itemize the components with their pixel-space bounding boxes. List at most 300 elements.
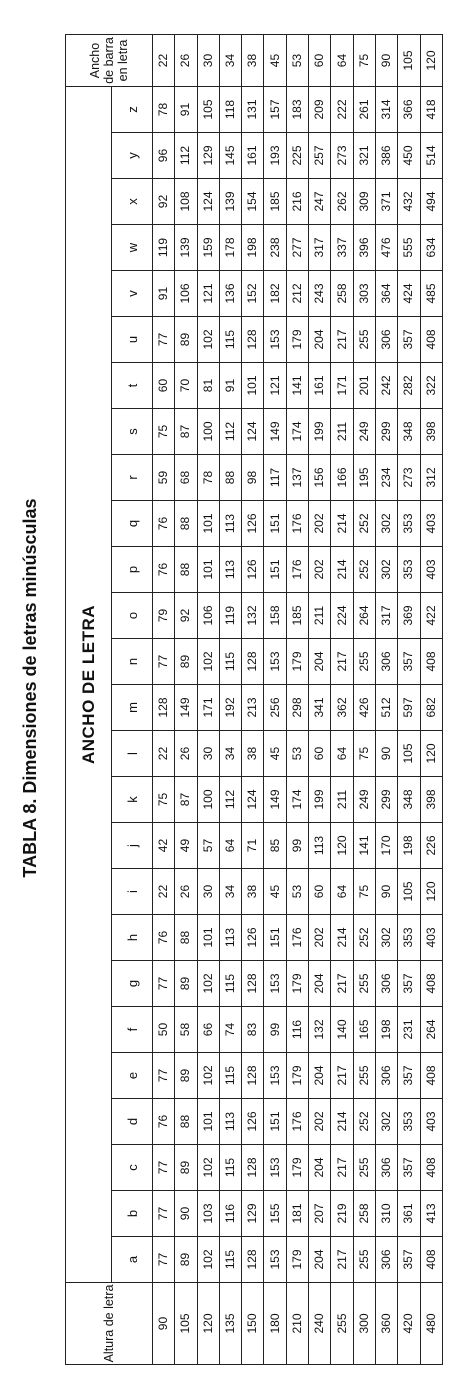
width-cell-o: 119	[219, 593, 241, 639]
width-cell-f: 140	[331, 1007, 353, 1053]
width-cell-w: 555	[398, 225, 420, 271]
width-cell-j: 113	[309, 823, 331, 869]
width-cell-u: 115	[219, 317, 241, 363]
width-cell-g: 357	[398, 961, 420, 1007]
letter-header-t: t	[112, 363, 153, 409]
width-cell-w: 139	[175, 225, 197, 271]
width-cell-x: 154	[242, 179, 264, 225]
width-cell-g: 77	[153, 961, 175, 1007]
width-cell-e: 217	[331, 1053, 353, 1099]
width-cell-r: 98	[242, 455, 264, 501]
width-cell-t: 201	[353, 363, 375, 409]
width-cell-z: 222	[331, 87, 353, 133]
width-cell-q: 76	[153, 501, 175, 547]
width-cell-v: 182	[264, 271, 286, 317]
width-cell-d: 252	[353, 1099, 375, 1145]
width-cell-f: 132	[309, 1007, 331, 1053]
width-cell-z: 157	[264, 87, 286, 133]
width-cell-o: 132	[242, 593, 264, 639]
width-cell-j: 198	[398, 823, 420, 869]
altura-cell: 120	[197, 1283, 219, 1365]
width-cell-n: 179	[286, 639, 308, 685]
width-cell-m: 512	[375, 685, 397, 731]
width-cell-f: 99	[264, 1007, 286, 1053]
width-cell-t: 171	[331, 363, 353, 409]
width-cell-a: 357	[398, 1237, 420, 1283]
width-cell-n: 357	[398, 639, 420, 685]
width-cell-u: 89	[175, 317, 197, 363]
width-cell-q: 113	[219, 501, 241, 547]
width-cell-q: 101	[197, 501, 219, 547]
width-cell-r: 156	[309, 455, 331, 501]
width-cell-b: 361	[398, 1191, 420, 1237]
table-row	[331, 35, 353, 1365]
width-cell-h: 126	[242, 915, 264, 961]
width-cell-j: 170	[375, 823, 397, 869]
width-cell-r: 88	[219, 455, 241, 501]
width-cell-o: 106	[197, 593, 219, 639]
width-cell-y: 386	[375, 133, 397, 179]
width-cell-i: 90	[375, 869, 397, 915]
width-cell-q: 214	[331, 501, 353, 547]
width-cell-v: 424	[398, 271, 420, 317]
width-cell-i: 64	[331, 869, 353, 915]
width-cell-f: 66	[197, 1007, 219, 1053]
width-cell-c: 89	[175, 1145, 197, 1191]
width-cell-c: 77	[153, 1145, 175, 1191]
width-cell-d: 113	[219, 1099, 241, 1145]
width-cell-p: 214	[331, 547, 353, 593]
width-cell-v: 91	[153, 271, 175, 317]
letter-header-v: v	[112, 271, 153, 317]
width-cell-o: 422	[420, 593, 442, 639]
altura-cell: 150	[242, 1283, 264, 1365]
barra-cell: 22	[153, 35, 175, 87]
width-cell-i: 38	[242, 869, 264, 915]
width-cell-m: 426	[353, 685, 375, 731]
altura-cell: 255	[331, 1283, 353, 1365]
width-cell-r: 234	[375, 455, 397, 501]
width-cell-u: 77	[153, 317, 175, 363]
width-cell-p: 353	[398, 547, 420, 593]
width-cell-e: 102	[197, 1053, 219, 1099]
width-cell-m: 362	[331, 685, 353, 731]
width-cell-o: 92	[175, 593, 197, 639]
width-cell-v: 136	[219, 271, 241, 317]
width-cell-n: 77	[153, 639, 175, 685]
width-cell-b: 258	[353, 1191, 375, 1237]
width-cell-j: 49	[175, 823, 197, 869]
width-cell-f: 83	[242, 1007, 264, 1053]
width-cell-a: 89	[175, 1237, 197, 1283]
width-cell-t: 81	[197, 363, 219, 409]
width-cell-d: 151	[264, 1099, 286, 1145]
width-cell-h: 176	[286, 915, 308, 961]
table-row	[286, 35, 308, 1365]
width-cell-c: 408	[420, 1145, 442, 1191]
width-cell-h: 403	[420, 915, 442, 961]
width-cell-w: 476	[375, 225, 397, 271]
width-cell-a: 408	[420, 1237, 442, 1283]
width-cell-l: 105	[398, 731, 420, 777]
width-cell-z: 418	[420, 87, 442, 133]
letter-header-j: j	[112, 823, 153, 869]
width-cell-l: 22	[153, 731, 175, 777]
width-cell-f: 74	[219, 1007, 241, 1053]
width-cell-s: 149	[264, 409, 286, 455]
width-cell-j: 64	[219, 823, 241, 869]
header-ancho-de-barra: Ancho de barra en letra	[66, 35, 153, 87]
letter-header-i: i	[112, 869, 153, 915]
width-cell-s: 100	[197, 409, 219, 455]
width-cell-y: 514	[420, 133, 442, 179]
width-cell-l: 75	[353, 731, 375, 777]
width-cell-l: 30	[197, 731, 219, 777]
width-cell-e: 77	[153, 1053, 175, 1099]
table-body	[153, 35, 443, 1365]
width-cell-d: 403	[420, 1099, 442, 1145]
width-cell-z: 209	[309, 87, 331, 133]
width-cell-f: 198	[375, 1007, 397, 1053]
width-cell-h: 151	[264, 915, 286, 961]
width-cell-r: 137	[286, 455, 308, 501]
width-cell-w: 396	[353, 225, 375, 271]
width-cell-v: 121	[197, 271, 219, 317]
width-cell-y: 321	[353, 133, 375, 179]
width-cell-l: 38	[242, 731, 264, 777]
width-cell-g: 153	[264, 961, 286, 1007]
width-cell-g: 408	[420, 961, 442, 1007]
letter-header-g: g	[112, 961, 153, 1007]
table-row	[153, 35, 175, 1365]
width-cell-o: 317	[375, 593, 397, 639]
width-cell-i: 45	[264, 869, 286, 915]
width-cell-k: 174	[286, 777, 308, 823]
width-cell-h: 101	[197, 915, 219, 961]
width-cell-q: 252	[353, 501, 375, 547]
width-cell-z: 118	[219, 87, 241, 133]
width-cell-b: 116	[219, 1191, 241, 1237]
width-cell-b: 219	[331, 1191, 353, 1237]
width-cell-d: 126	[242, 1099, 264, 1145]
altura-cell: 420	[398, 1283, 420, 1365]
width-cell-e: 115	[219, 1053, 241, 1099]
width-cell-t: 121	[264, 363, 286, 409]
width-cell-q: 202	[309, 501, 331, 547]
width-cell-h: 76	[153, 915, 175, 961]
width-cell-z: 183	[286, 87, 308, 133]
width-cell-j: 42	[153, 823, 175, 869]
letter-header-l: l	[112, 731, 153, 777]
table-row	[398, 35, 420, 1365]
letter-header-p: p	[112, 547, 153, 593]
width-cell-t: 101	[242, 363, 264, 409]
width-cell-i: 53	[286, 869, 308, 915]
width-cell-w: 119	[153, 225, 175, 271]
width-cell-e: 89	[175, 1053, 197, 1099]
altura-cell: 480	[420, 1283, 442, 1365]
width-cell-r: 59	[153, 455, 175, 501]
width-cell-i: 26	[175, 869, 197, 915]
width-cell-a: 204	[309, 1237, 331, 1283]
width-cell-l: 45	[264, 731, 286, 777]
width-cell-b: 207	[309, 1191, 331, 1237]
width-cell-b: 181	[286, 1191, 308, 1237]
width-cell-y: 161	[242, 133, 264, 179]
letter-header-m: m	[112, 685, 153, 731]
altura-cell: 135	[219, 1283, 241, 1365]
barra-cell: 26	[175, 35, 197, 87]
letter-header-u: u	[112, 317, 153, 363]
width-cell-q: 151	[264, 501, 286, 547]
width-cell-u: 217	[331, 317, 353, 363]
width-cell-e: 255	[353, 1053, 375, 1099]
width-cell-k: 211	[331, 777, 353, 823]
width-cell-d: 101	[197, 1099, 219, 1145]
width-cell-z: 314	[375, 87, 397, 133]
width-cell-i: 30	[197, 869, 219, 915]
width-cell-v: 303	[353, 271, 375, 317]
width-cell-u: 408	[420, 317, 442, 363]
width-cell-x: 92	[153, 179, 175, 225]
width-cell-c: 217	[331, 1145, 353, 1191]
width-cell-p: 101	[197, 547, 219, 593]
dimensions-table	[65, 34, 443, 1365]
width-cell-q: 353	[398, 501, 420, 547]
width-cell-y: 273	[331, 133, 353, 179]
width-cell-h: 113	[219, 915, 241, 961]
width-cell-a: 115	[219, 1237, 241, 1283]
width-cell-n: 153	[264, 639, 286, 685]
width-cell-u: 255	[353, 317, 375, 363]
width-cell-q: 126	[242, 501, 264, 547]
width-cell-p: 126	[242, 547, 264, 593]
width-cell-y: 257	[309, 133, 331, 179]
width-cell-q: 403	[420, 501, 442, 547]
width-cell-w: 178	[219, 225, 241, 271]
width-cell-d: 214	[331, 1099, 353, 1145]
width-cell-u: 306	[375, 317, 397, 363]
barra-cell: 105	[398, 35, 420, 87]
width-cell-s: 112	[219, 409, 241, 455]
width-cell-o: 79	[153, 593, 175, 639]
width-cell-s: 75	[153, 409, 175, 455]
width-cell-t: 282	[398, 363, 420, 409]
barra-cell: 60	[309, 35, 331, 87]
altura-cell: 210	[286, 1283, 308, 1365]
width-cell-n: 217	[331, 639, 353, 685]
letter-header-d: d	[112, 1099, 153, 1145]
letter-header-a: a	[112, 1237, 153, 1283]
width-cell-w: 337	[331, 225, 353, 271]
width-cell-k: 75	[153, 777, 175, 823]
letter-header-row	[112, 35, 153, 1365]
width-cell-h: 353	[398, 915, 420, 961]
width-cell-z: 366	[398, 87, 420, 133]
table-row	[242, 35, 264, 1365]
table-row	[175, 35, 197, 1365]
width-cell-g: 306	[375, 961, 397, 1007]
width-cell-l: 34	[219, 731, 241, 777]
width-cell-s: 348	[398, 409, 420, 455]
width-cell-w: 198	[242, 225, 264, 271]
width-cell-h: 214	[331, 915, 353, 961]
letter-header-w: w	[112, 225, 153, 271]
width-cell-z: 131	[242, 87, 264, 133]
width-cell-t: 70	[175, 363, 197, 409]
width-cell-g: 217	[331, 961, 353, 1007]
width-cell-s: 249	[353, 409, 375, 455]
width-cell-d: 176	[286, 1099, 308, 1145]
width-cell-j: 141	[353, 823, 375, 869]
width-cell-n: 89	[175, 639, 197, 685]
width-cell-m: 256	[264, 685, 286, 731]
width-cell-w: 317	[309, 225, 331, 271]
width-cell-f: 231	[398, 1007, 420, 1053]
altura-cell: 90	[153, 1283, 175, 1365]
width-cell-s: 174	[286, 409, 308, 455]
width-cell-k: 124	[242, 777, 264, 823]
width-cell-c: 179	[286, 1145, 308, 1191]
width-cell-c: 115	[219, 1145, 241, 1191]
width-cell-l: 120	[420, 731, 442, 777]
width-cell-y: 96	[153, 133, 175, 179]
width-cell-d: 88	[175, 1099, 197, 1145]
width-cell-m: 682	[420, 685, 442, 731]
width-cell-k: 249	[353, 777, 375, 823]
width-cell-r: 273	[398, 455, 420, 501]
width-cell-i: 120	[420, 869, 442, 915]
header-altura: Altura de letra	[66, 1283, 153, 1365]
table-row	[264, 35, 286, 1365]
barra-cell: 64	[331, 35, 353, 87]
width-cell-t: 91	[219, 363, 241, 409]
width-cell-y: 129	[197, 133, 219, 179]
letter-header-n: n	[112, 639, 153, 685]
width-cell-n: 102	[197, 639, 219, 685]
width-cell-f: 116	[286, 1007, 308, 1053]
width-cell-n: 408	[420, 639, 442, 685]
width-cell-t: 322	[420, 363, 442, 409]
letter-header-k: k	[112, 777, 153, 823]
width-cell-x: 216	[286, 179, 308, 225]
width-cell-c: 204	[309, 1145, 331, 1191]
width-cell-c: 128	[242, 1145, 264, 1191]
page-title: TABLA 8. Dimensiones de letras minúsculas	[20, 498, 40, 878]
width-cell-l: 64	[331, 731, 353, 777]
width-cell-j: 226	[420, 823, 442, 869]
width-cell-b: 155	[264, 1191, 286, 1237]
width-cell-e: 408	[420, 1053, 442, 1099]
width-cell-q: 176	[286, 501, 308, 547]
width-cell-w: 634	[420, 225, 442, 271]
width-cell-b: 103	[197, 1191, 219, 1237]
width-cell-j: 85	[264, 823, 286, 869]
width-cell-d: 202	[309, 1099, 331, 1145]
width-cell-o: 158	[264, 593, 286, 639]
width-cell-u: 153	[264, 317, 286, 363]
width-cell-c: 255	[353, 1145, 375, 1191]
table-row	[219, 35, 241, 1365]
width-cell-h: 252	[353, 915, 375, 961]
width-cell-c: 306	[375, 1145, 397, 1191]
width-cell-m: 171	[197, 685, 219, 731]
width-cell-g: 255	[353, 961, 375, 1007]
width-cell-i: 105	[398, 869, 420, 915]
width-cell-z: 105	[197, 87, 219, 133]
altura-cell: 180	[264, 1283, 286, 1365]
width-cell-r: 195	[353, 455, 375, 501]
width-cell-t: 141	[286, 363, 308, 409]
letter-header-y: y	[112, 133, 153, 179]
width-cell-n: 306	[375, 639, 397, 685]
width-cell-j: 71	[242, 823, 264, 869]
width-cell-m: 213	[242, 685, 264, 731]
width-cell-i: 60	[309, 869, 331, 915]
width-cell-f: 264	[420, 1007, 442, 1053]
width-cell-s: 124	[242, 409, 264, 455]
letter-header-e: e	[112, 1053, 153, 1099]
width-cell-a: 77	[153, 1237, 175, 1283]
width-cell-o: 224	[331, 593, 353, 639]
width-cell-e: 153	[264, 1053, 286, 1099]
letter-header-x: x	[112, 179, 153, 225]
table-row	[375, 35, 397, 1365]
width-cell-x: 309	[353, 179, 375, 225]
width-cell-f: 58	[175, 1007, 197, 1053]
width-cell-x: 124	[197, 179, 219, 225]
width-cell-v: 364	[375, 271, 397, 317]
table-row	[420, 35, 442, 1365]
table-container	[65, 35, 443, 1365]
width-cell-u: 179	[286, 317, 308, 363]
width-cell-y: 225	[286, 133, 308, 179]
letter-header-f: f	[112, 1007, 153, 1053]
table-row	[309, 35, 331, 1365]
width-cell-g: 204	[309, 961, 331, 1007]
width-cell-w: 277	[286, 225, 308, 271]
width-cell-n: 128	[242, 639, 264, 685]
width-cell-g: 179	[286, 961, 308, 1007]
width-cell-m: 597	[398, 685, 420, 731]
altura-cell: 105	[175, 1283, 197, 1365]
barra-cell: 90	[375, 35, 397, 87]
width-cell-p: 403	[420, 547, 442, 593]
width-cell-k: 87	[175, 777, 197, 823]
width-cell-o: 185	[286, 593, 308, 639]
width-cell-b: 90	[175, 1191, 197, 1237]
width-cell-m: 149	[175, 685, 197, 731]
letter-header-c: c	[112, 1145, 153, 1191]
width-cell-z: 91	[175, 87, 197, 133]
width-cell-v: 243	[309, 271, 331, 317]
width-cell-m: 298	[286, 685, 308, 731]
width-cell-b: 413	[420, 1191, 442, 1237]
width-cell-h: 302	[375, 915, 397, 961]
width-cell-n: 255	[353, 639, 375, 685]
width-cell-k: 348	[398, 777, 420, 823]
width-cell-e: 179	[286, 1053, 308, 1099]
width-cell-k: 149	[264, 777, 286, 823]
letter-header-r: r	[112, 455, 153, 501]
width-cell-x: 262	[331, 179, 353, 225]
width-cell-a: 217	[331, 1237, 353, 1283]
width-cell-x: 247	[309, 179, 331, 225]
width-cell-v: 212	[286, 271, 308, 317]
width-cell-i: 22	[153, 869, 175, 915]
width-cell-g: 115	[219, 961, 241, 1007]
width-cell-b: 310	[375, 1191, 397, 1237]
